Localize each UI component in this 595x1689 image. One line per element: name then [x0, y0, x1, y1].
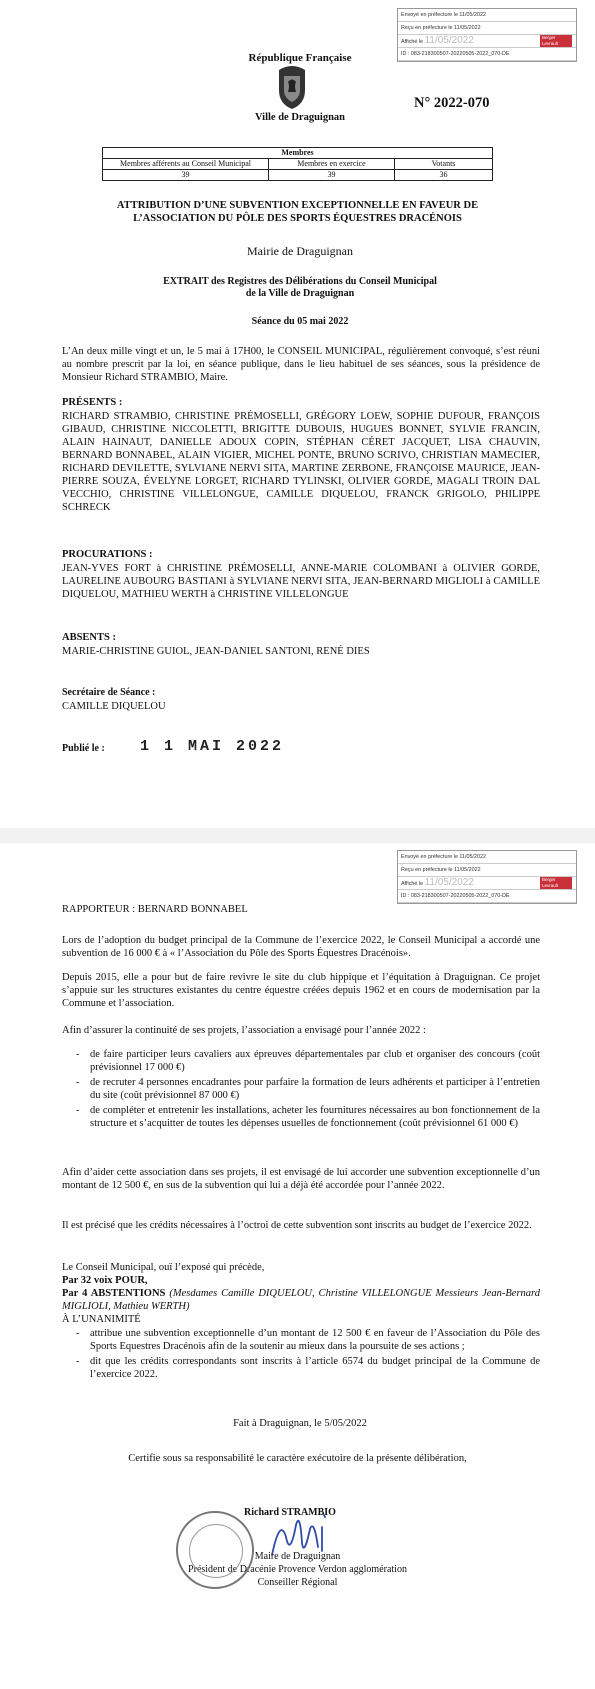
- deliberation-title: [60, 199, 535, 225]
- stamp-received: Reçu en préfecture le 11/05/2022: [398, 22, 576, 35]
- stamp-badge: Berger Levrault: [540, 35, 572, 47]
- members-header-afferents: Membres afférents au Conseil Municipal: [103, 159, 269, 170]
- stamp-sent: Envoyé en préfecture le 11/05/2022: [398, 9, 576, 22]
- role-maire: Maire de Draguignan: [254, 1551, 341, 1562]
- members-header-votants: Votants: [395, 159, 493, 170]
- secretaire-name: CAMILLE DIQUELOU: [62, 701, 166, 712]
- official-seal-icon: [176, 1511, 254, 1589]
- absents-list: MARIE-CHRISTINE GUIOL, JEAN-DANIEL SANTONI, RENÉ DIES: [62, 646, 370, 657]
- city-coat-of-arms-icon: [275, 64, 309, 110]
- paragraph-budget: Lors de l’adoption du budget principal de la Commune de l’exercice 2022, le Conseil Municipal a accordé une subvention de 16 000 € à « l’Association du Pôle des Sports Équestres Dracénois».: [62, 935, 540, 959]
- project-item: - de faire participer leurs cavaliers aux épreuves départementales par club et organiser des concours (coût prévisionnel 17 000 €): [76, 1048, 540, 1074]
- vote-pour: Par 32 voix POUR,: [62, 1275, 148, 1286]
- abstentions-names: (Mesdames Camille DIQUELOU, Christine VILLELONGUE Messieurs Jean-Bernard MIGLIOLI, Mathieu WERTH): [62, 1288, 541, 1312]
- procurations-label: PROCURATIONS :: [62, 549, 153, 560]
- projects-list: [76, 1048, 540, 1130]
- vote-intro: Le Conseil Municipal, ouï l’exposé qui précède,: [62, 1262, 265, 1273]
- project-item: - de recruter 4 personnes encadrantes pour parfaire la formation de leurs adhérents et participer à l’entretien du site (coût prévisionnel 87 000 €): [76, 1076, 540, 1102]
- rapporteur: RAPPORTEUR : BERNARD BONNABEL: [62, 904, 248, 915]
- paragraph-projects-intro: Afin d’assurer la continuité de ses projets, l’association a envisagé pour l’année 2022 :: [62, 1025, 426, 1036]
- decision-item: - attribue une subvention exceptionnelle d’un montant de 12 500 € en faveur de l’Association du Pôle des Sports Equestres Dracénois afin de la soutenir au mieux dans la poursuite de ses actions ;: [76, 1327, 540, 1353]
- republic-label: République Française: [248, 52, 352, 64]
- members-value-afferents: 39: [103, 170, 269, 181]
- decisions-list: [76, 1327, 540, 1381]
- members-title: Membres: [103, 148, 493, 159]
- fait-a: Fait à Draguignan, le 5/05/2022: [233, 1418, 367, 1429]
- extrait-line-2: de la Ville de Draguignan: [245, 288, 355, 299]
- members-table: [102, 147, 493, 181]
- certifie: Certifie sous sa responsabilité le caractère exécutoire de la présente délibération,: [128, 1453, 467, 1464]
- prefecture-stamp: [397, 8, 577, 62]
- stamp-posted-date: 11/05/2022: [424, 35, 474, 46]
- stamp-posted-label: Affiché le: [401, 881, 424, 887]
- project-item: - de compléter et entretenir les installations, acheter les fournitures nécessaires au bon fonctionnement de la structure et s’acquitter de toutes les dépenses usuelles de fonctionnement (coût prévisionnel 61 000 €): [76, 1104, 540, 1130]
- signatory-name: Richard STRAMBIO: [244, 1507, 336, 1518]
- stamp-received: Reçu en préfecture le 11/05/2022: [398, 864, 576, 877]
- mairie-label: Mairie de Draguignan: [247, 244, 353, 258]
- seance-date: Séance du 05 mai 2022: [251, 316, 349, 327]
- city-label: Ville de Draguignan: [254, 112, 346, 123]
- intro-paragraph: L’An deux mille vingt et un, le 5 mai à 17H00, le CONSEIL MUNICIPAL, régulièrement convoqué, s’est réuni au nombre prescrit par la loi, en séance publique, dans le lieu habituel de ses séances, sous la présidence de Monsieur Richard STRAMBIO, Maire.: [62, 346, 540, 383]
- procurations-list: JEAN-YVES FORT à CHRISTINE PRÉMOSELLI, ANNE-MARIE COLOMBANI à OLIVIER GORDE, LAURELINE AUBOURG BASTIANI à SYLVIANE NERVI SITA, JEAN-BERNARD MIGLIOLI à CAMILLE DIQUELOU, MATHIEU WERTH à CHRISTINE VILLELONGUE: [62, 563, 540, 600]
- paragraph-credits: Il est précisé que les crédits nécessaires à l’octroi de cette subvention sont inscrits au budget de l’exercice 2022.: [62, 1220, 532, 1231]
- title-line-1: ATTRIBUTION D’UNE SUBVENTION EXCEPTIONNELLE EN FAVEUR DE: [116, 200, 479, 211]
- stamp-sent: Envoyé en préfecture le 11/05/2022: [398, 851, 576, 864]
- page-1: [0, 0, 595, 828]
- presents-list: RICHARD STRAMBIO, CHRISTINE PRÉMOSELLI, GRÉGORY LOEW, SOPHIE DUFOUR, FRANÇOIS GIBAUD, CHRISTINE NICCOLETTI, BRIGITTE DUBOUIS, HUGUES BONNET, SYLVIE FRANCIN, ALAIN HAINAUT, DANIELLE ADOUX COPIN, STÉPHAN CÉRET JACQUET, LISA CHAUVIN, BERNARD BONNABEL, ALAIN VIGIER, MICHEL PONTE, BRUNO SCRIVO, CHRISTIAN MAMECIER, RICHARD DEVILETTE, SYLVIANE NERVI SITA, MARTINE ZERBONE, FRANÇOISE MAURICE, JEAN-PIERRE SOUZA, ÉVELYNE LORGET, RICHARD TYLINSKI, OLIVIER GORDE, MAGALI TROIN DAL VECCHIO, CHRISTINE VILLELONGUE, CAMILLE DIQUELOU, FRANCK GRIGOLO, PHILIPPE SCHRECK: [62, 411, 540, 513]
- extrait-line-1: EXTRAIT des Registres des Délibérations du Conseil Municipal: [163, 276, 437, 287]
- prefecture-stamp-p2: [397, 850, 577, 904]
- stamp-posted-date: 11/05/2022: [424, 877, 474, 888]
- stamp-id: ID : 083-218300507-20220505-2022_070-DE: [398, 890, 576, 903]
- stamp-badge: Berger Levrault: [540, 877, 572, 889]
- paragraph-history: Depuis 2015, elle a pour but de faire revivre le site du club hippique et l’équitation à Draguignan. Ce projet s’appuie sur les structures existantes du centre équestre créées depuis 1962 et en cours de modernisation par la Commune et l’association.: [62, 972, 540, 1009]
- role-conseiller: Conseiller Régional: [257, 1577, 338, 1588]
- vote-unanimite: À L’UNANIMITÉ: [62, 1314, 141, 1325]
- publie-date: 1 1 MAI 2022: [140, 738, 285, 755]
- page-2: [0, 843, 595, 1689]
- extrait-heading: [80, 276, 520, 300]
- decision-item: - dit que les crédits correspondants sont inscrits à l’article 6574 du budget principal de la Commune de l’exercice 2022.: [76, 1355, 540, 1381]
- stamp-id: ID : 083-218300507-20220505-2022_070-DE: [398, 48, 576, 61]
- vote-abstentions: [62, 1287, 540, 1313]
- stamp-posted-label: Affiché le: [401, 39, 424, 45]
- absents-label: ABSENTS :: [62, 632, 116, 643]
- presents-label: PRÉSENTS :: [62, 397, 123, 408]
- paragraph-subsidy: Afin d’aider cette association dans ses projets, il est envisagé de lui accorder une subvention exceptionnelle d’un montant de 12 500 €, en sus de la subvention qui lui a déjà été accordée pour l’année 2022.: [62, 1167, 540, 1191]
- deliberation-number: N° 2022-070: [414, 95, 490, 111]
- publie-label: Publié le :: [62, 743, 105, 754]
- members-header-exercice: Membres en exercice: [269, 159, 395, 170]
- members-value-exercice: 39: [269, 170, 395, 181]
- role-president: Président de Dracénie Provence Verdon agglomération: [188, 1564, 407, 1575]
- members-value-votants: 36: [395, 170, 493, 181]
- abstentions-label: Par 4 ABSTENTIONS: [62, 1288, 166, 1299]
- title-line-2: L’ASSOCIATION DU PÔLE DES SPORTS ÉQUESTRES DRACÉNOIS: [133, 213, 462, 224]
- secretaire-label: Secrétaire de Séance :: [62, 687, 156, 698]
